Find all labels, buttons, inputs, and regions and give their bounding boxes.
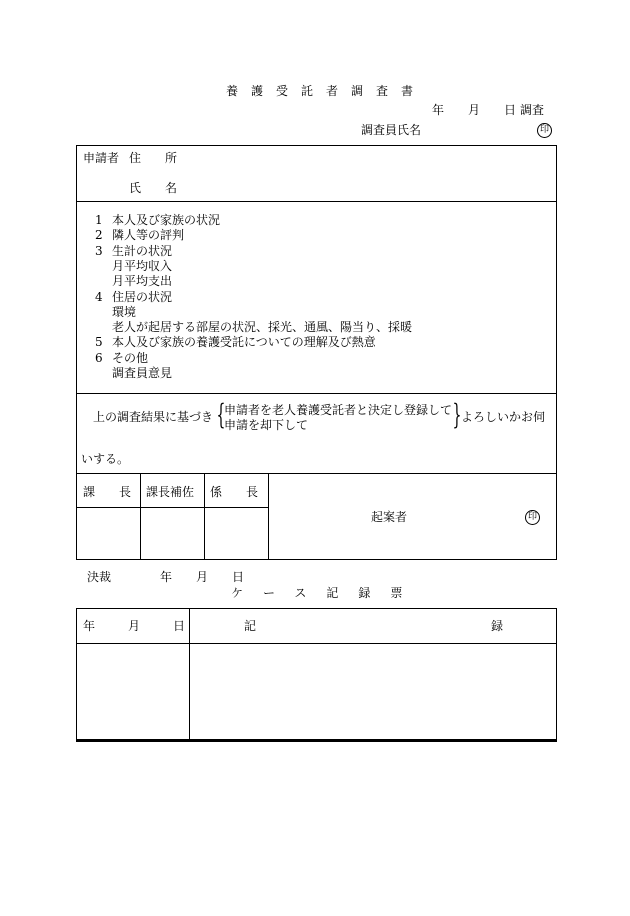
survey-item-text: 老人が起居する部屋の状況、採光、通風、陽当り、採暖	[112, 320, 413, 335]
survey-item-number: 5	[95, 335, 103, 350]
survey-item-number: 1	[95, 213, 103, 227]
survey-item-number: 2	[95, 228, 103, 243]
survey-item-text: 生計の状況	[112, 243, 173, 258]
investigator-label: 調査員氏名	[361, 123, 422, 137]
survey-item-number: 6	[95, 350, 103, 365]
approval-col-divider-3	[268, 473, 269, 560]
survey-item	[95, 352, 148, 364]
survey-item	[95, 291, 172, 303]
survey-item	[95, 260, 172, 272]
case-day-header: 日	[173, 619, 186, 633]
divider-items	[76, 393, 557, 394]
case-table-col-divider	[189, 608, 190, 742]
case-record-header-1: 記	[244, 619, 257, 633]
case-record-header-2: 録	[491, 619, 504, 633]
survey-item-number: 4	[95, 289, 103, 304]
conclusion-option-approve: 申請者を老人養護受託者と決定し登録して	[224, 403, 453, 417]
decision-month: 月	[196, 570, 209, 584]
name-label: 氏 名	[129, 181, 178, 195]
investigator-seal	[537, 122, 552, 138]
drafter-label: 起案者	[371, 510, 408, 524]
right-brace: }	[452, 398, 462, 431]
survey-item-text: 本人及び家族の養護受託についての理解及び熱意	[112, 335, 376, 350]
survey-item	[95, 245, 172, 257]
survey-item	[95, 229, 184, 241]
seal-icon: 印	[525, 510, 540, 525]
applicant-label: 申請者	[83, 151, 120, 165]
divider-conclusion	[76, 473, 557, 474]
conclusion-continuation: いする。	[81, 452, 130, 466]
approval-section-chief: 課 長	[83, 485, 132, 499]
case-record-table	[76, 608, 557, 742]
conclusion-suffix: よろしいかお伺	[461, 410, 546, 424]
divider-approval-header	[76, 507, 268, 508]
date-suffix-label: 調査	[520, 103, 545, 117]
survey-item-text: 住居の状況	[112, 289, 173, 304]
approval-col-divider-2	[204, 473, 205, 560]
address-label: 住 所	[129, 151, 178, 165]
case-table-header-divider	[76, 643, 557, 644]
survey-item	[95, 214, 220, 226]
approval-assistant-chief: 課長補佐	[146, 485, 195, 499]
survey-item-text: 環境	[112, 304, 137, 319]
drafter-seal	[525, 509, 540, 525]
approval-unit-chief: 係 長	[210, 485, 259, 499]
survey-item	[95, 275, 172, 287]
case-record-title: ケース記録票	[231, 586, 423, 600]
survey-item-text: 本人及び家族の状況	[112, 213, 221, 227]
date-month-label: 月	[468, 103, 481, 117]
decision-day: 日	[232, 570, 245, 584]
decision-year: 年	[160, 570, 173, 584]
decision-label: 決裁	[87, 570, 112, 584]
survey-item-text: 調査員意見	[112, 366, 173, 380]
seal-icon: 印	[537, 123, 552, 138]
document-title: 養護受託者調査書	[226, 84, 427, 98]
survey-item	[95, 306, 136, 318]
survey-item	[95, 321, 412, 333]
date-year-label: 年	[432, 103, 445, 117]
case-month-header: 月	[128, 619, 141, 633]
approval-col-divider-1	[140, 473, 141, 560]
divider-applicant	[76, 201, 557, 202]
date-day-label: 日	[504, 103, 517, 117]
survey-item-text: 隣人等の評判	[112, 228, 185, 243]
survey-item	[95, 336, 376, 348]
survey-item-text: 月平均支出	[112, 274, 173, 289]
conclusion-option-reject: 申請を却下して	[224, 418, 309, 432]
survey-item-text: その他	[112, 350, 149, 365]
left-brace: {	[216, 398, 226, 431]
conclusion-prefix: 上の調査結果に基づき	[93, 410, 214, 424]
case-year-header: 年	[83, 619, 96, 633]
survey-item	[95, 367, 172, 379]
survey-item-text: 月平均収入	[112, 258, 173, 273]
survey-item-number: 3	[95, 243, 103, 258]
